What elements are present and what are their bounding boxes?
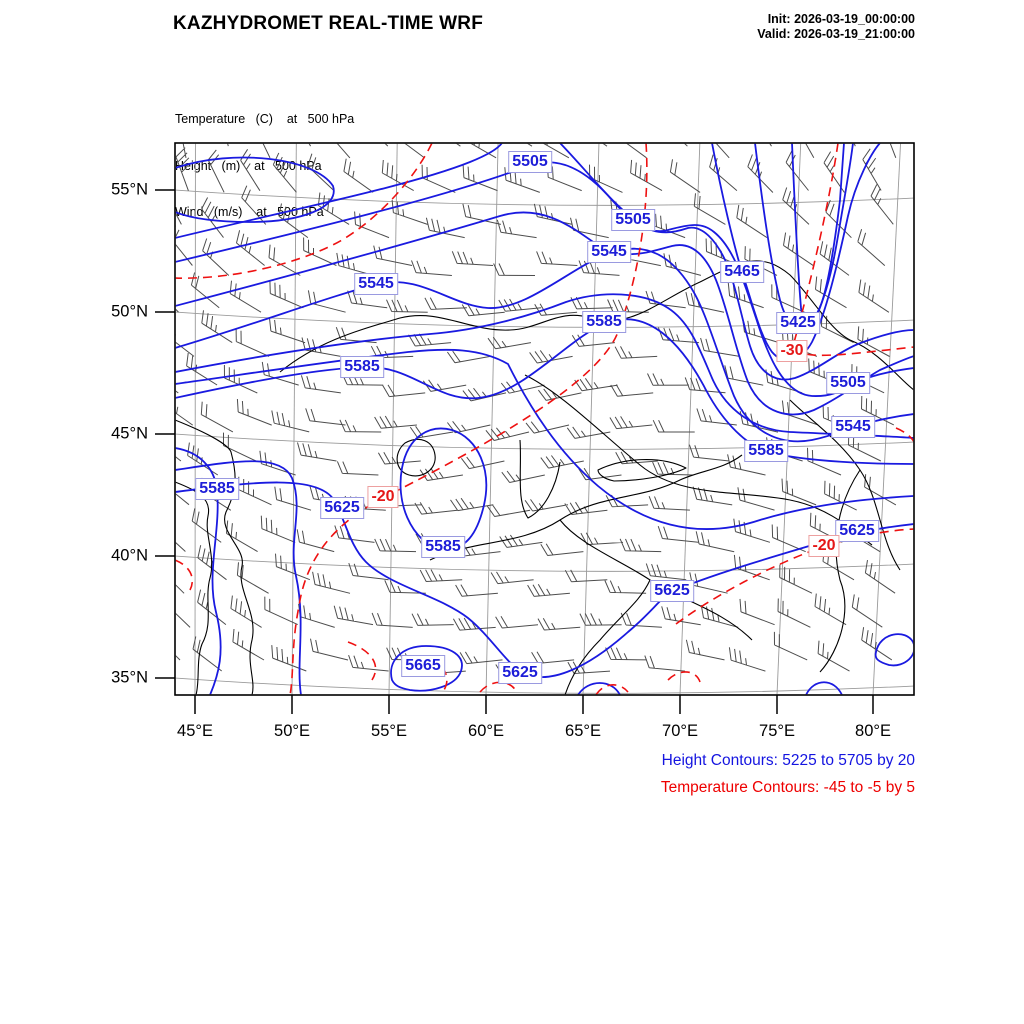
contour-label-height: 5505: [508, 151, 552, 173]
map-frame: [175, 143, 914, 695]
legend-wind: Wind (m/s) at 500 hPa: [175, 205, 324, 219]
contour-label-height: 5425: [776, 312, 820, 334]
height-contour-range: Height Contours: 5225 to 5705 by 20: [661, 752, 915, 769]
wind-barbs: [150, 103, 896, 676]
contour-label-height: 5505: [826, 372, 870, 394]
page-title: KAZHYDROMET REAL-TIME WRF: [173, 13, 484, 34]
contour-label-temperature: -20: [367, 486, 398, 508]
x-axis-label: 45°E: [177, 722, 213, 740]
x-axis-label: 70°E: [662, 722, 698, 740]
temperature-contour-range: Temperature Contours: -45 to -5 by 5: [660, 779, 915, 796]
contour-label-height: 5665: [401, 655, 445, 677]
y-axis-label: 55°N: [111, 180, 148, 199]
contour-label-height: 5625: [650, 580, 694, 602]
y-axis-label: 45°N: [111, 424, 148, 443]
valid-time: Valid: 2026-03-19_21:00:00: [757, 27, 915, 41]
contour-label-height: 5545: [587, 241, 631, 263]
legend-height: Height (m) at 500 hPa: [175, 158, 322, 173]
legend-temperature: Temperature (C) at 500 hPa: [175, 112, 355, 126]
height-contours: [175, 143, 914, 695]
contour-label-height: 5545: [354, 273, 398, 295]
x-axis-label: 80°E: [855, 722, 891, 740]
x-axis-label: 60°E: [468, 722, 504, 740]
y-axis-label: 40°N: [111, 546, 148, 565]
x-axis-label: 65°E: [565, 722, 601, 740]
contour-label-height: 5545: [831, 416, 875, 438]
contour-label-height: 5625: [320, 497, 364, 519]
init-time: Init: 2026-03-19_00:00:00: [767, 12, 915, 26]
x-axis-label: 75°E: [759, 722, 795, 740]
contour-label-height: 5585: [744, 440, 788, 462]
temperature-contours: [175, 143, 914, 695]
contour-label-height: 5585: [421, 536, 465, 558]
contour-label-height: 5625: [498, 662, 542, 684]
contour-label-height: 5585: [195, 478, 239, 500]
contour-label-height: 5625: [835, 520, 879, 542]
contour-label-height: 5465: [720, 261, 764, 283]
y-axis-label: 50°N: [111, 302, 148, 321]
contour-label-height: 5505: [611, 209, 655, 231]
x-axis-label: 55°E: [371, 722, 407, 740]
graticule-lines: [175, 143, 914, 695]
contour-label-height: 5585: [582, 311, 626, 333]
contour-label-temperature: -20: [808, 535, 839, 557]
contour-label-height: 5585: [340, 356, 384, 378]
x-axis-label: 50°E: [274, 722, 310, 740]
y-axis-label: 35°N: [111, 668, 148, 687]
contour-label-temperature: -30: [776, 340, 807, 362]
